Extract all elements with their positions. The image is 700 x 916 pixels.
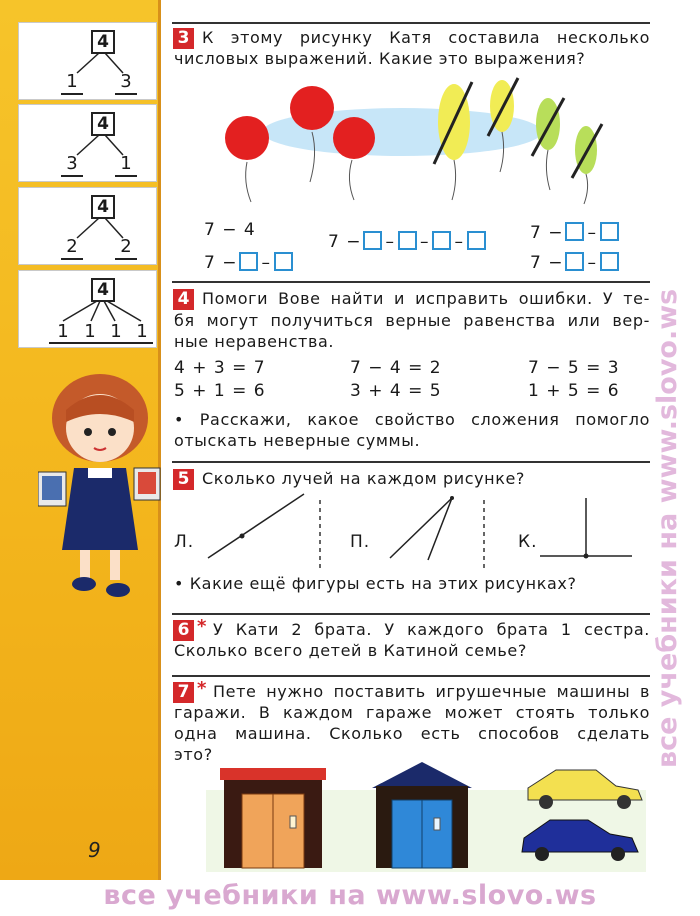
vertical-watermark <box>622 140 700 780</box>
task-5-number: 5 <box>173 469 194 490</box>
task-4-line-3: ные неравенства. <box>174 332 335 351</box>
task-3-number: 3 <box>173 28 194 49</box>
expression-b-start: 7 − <box>204 253 238 273</box>
answer-line <box>61 258 83 260</box>
card-leaf: 3 <box>66 153 78 174</box>
expression-e-start: 7 − <box>530 253 564 273</box>
answer-line <box>61 93 83 95</box>
task-3-line-2: числовых выражений. Какие это выражения? <box>174 49 586 68</box>
card-top-number: 4 <box>91 195 115 219</box>
task-7-line-1: Пете нужно поставить игрушечные машины в <box>213 682 650 701</box>
equation: 3 + 4 = 5 <box>350 381 442 401</box>
card-branches <box>19 105 156 181</box>
figure-label-p: П. <box>350 532 371 552</box>
task-divider <box>172 613 650 615</box>
card-leaf: 1 <box>84 321 96 342</box>
card-leaf: 1 <box>120 153 132 174</box>
task-4-number: 4 <box>173 289 194 310</box>
card-leaf: 3 <box>120 71 132 92</box>
task-6-line-1: У Кати 2 брата. У каждого брата 1 сестра. <box>213 620 650 639</box>
bottom-watermark: все учебники на www.slovo.ws <box>103 880 597 911</box>
task-6-line-2: Сколько всего детей в Катиной семье? <box>174 641 527 660</box>
task-divider <box>172 281 650 283</box>
card-top-number: 4 <box>91 112 115 136</box>
answer-square[interactable] <box>600 252 619 271</box>
answer-line <box>115 258 137 260</box>
expression-b: 7 − – <box>204 252 295 273</box>
equation: 1 + 5 = 6 <box>528 381 620 401</box>
task-7-number: 7 <box>173 682 194 703</box>
task-7-line-2: гаражи. В каждом гараже может стоять только <box>174 703 650 722</box>
answer-square[interactable] <box>432 231 451 250</box>
expression-d-start: 7 − <box>530 223 564 243</box>
answer-square[interactable] <box>239 252 258 271</box>
task-6-number: 6 <box>173 620 194 641</box>
card-leaf: 2 <box>66 236 78 257</box>
page-number: 9 <box>88 838 101 862</box>
answer-square[interactable] <box>565 222 584 241</box>
task-divider <box>172 675 650 677</box>
expression-d: 7 − – <box>530 222 621 243</box>
card-leaf: 1 <box>136 321 148 342</box>
number-composition-card-1 <box>18 22 157 100</box>
equation: 7 − 4 = 2 <box>350 358 442 378</box>
card-leaf: 1 <box>66 71 78 92</box>
garages-and-cars-illustration <box>206 760 646 872</box>
card-leaf: 2 <box>120 236 132 257</box>
answer-square[interactable] <box>363 231 382 250</box>
girl-illustration <box>38 370 163 610</box>
card-leaf: 1 <box>57 321 69 342</box>
expression-c-start: 7 − <box>328 232 362 252</box>
task-7-star: * <box>197 678 207 699</box>
figure-label-k: К. <box>518 532 538 552</box>
expression-a: 7 − 4 <box>204 220 256 240</box>
task-4-line-2: бя могут получиться верные равенства или вер- <box>174 311 650 330</box>
task-7-line-4: это? <box>174 745 213 764</box>
task-7-line-3: одна машина. Сколько есть способов сделать <box>174 724 650 743</box>
card-top-number: 4 <box>91 278 115 302</box>
equation: 5 + 1 = 6 <box>174 381 266 401</box>
vertical-watermark-text: все учебники на www.slovo.ws <box>652 288 683 768</box>
equation: 4 + 3 = 7 <box>174 358 266 378</box>
balloons-illustration <box>172 72 650 212</box>
task-divider <box>172 461 650 463</box>
answer-square[interactable] <box>600 222 619 241</box>
answer-square[interactable] <box>274 252 293 271</box>
task-divider <box>172 22 650 24</box>
task-3-line-1: К этому рисунку Катя составила несколько <box>202 28 650 47</box>
expression-e: 7 − – <box>530 252 621 273</box>
task-5-bullet: • Какие ещё фигуры есть на этих рисунках? <box>174 574 577 593</box>
task-6-star: * <box>197 616 207 637</box>
card-branches <box>19 188 156 264</box>
task-4-line-1: Помоги Вове найти и исправить ошибки. У те- <box>202 289 650 308</box>
equation: 7 − 5 = 3 <box>528 358 620 378</box>
task-4-bullet-line-2: отыскать неверные суммы. <box>174 431 421 450</box>
answer-line <box>61 175 83 177</box>
card-leaf: 1 <box>110 321 122 342</box>
rays-illustration <box>172 490 650 570</box>
answer-line <box>115 175 137 177</box>
number-composition-card-2 <box>18 104 157 182</box>
figure-label-l: Л. <box>174 532 195 552</box>
card-top-number: 4 <box>91 30 115 54</box>
answer-line <box>115 93 137 95</box>
number-composition-card-3 <box>18 187 157 265</box>
answer-square[interactable] <box>398 231 417 250</box>
answer-square[interactable] <box>467 231 486 250</box>
answer-square[interactable] <box>565 252 584 271</box>
expression-c: 7 − – – – <box>328 231 488 252</box>
task-5-question: Сколько лучей на каждом рисунке? <box>202 469 526 488</box>
task-4-bullet-line-1: • Расскажи, какое свойство сложения помогло <box>174 410 650 429</box>
answer-line <box>49 342 153 344</box>
number-composition-card-4 <box>18 270 157 348</box>
card-branches <box>19 23 156 99</box>
